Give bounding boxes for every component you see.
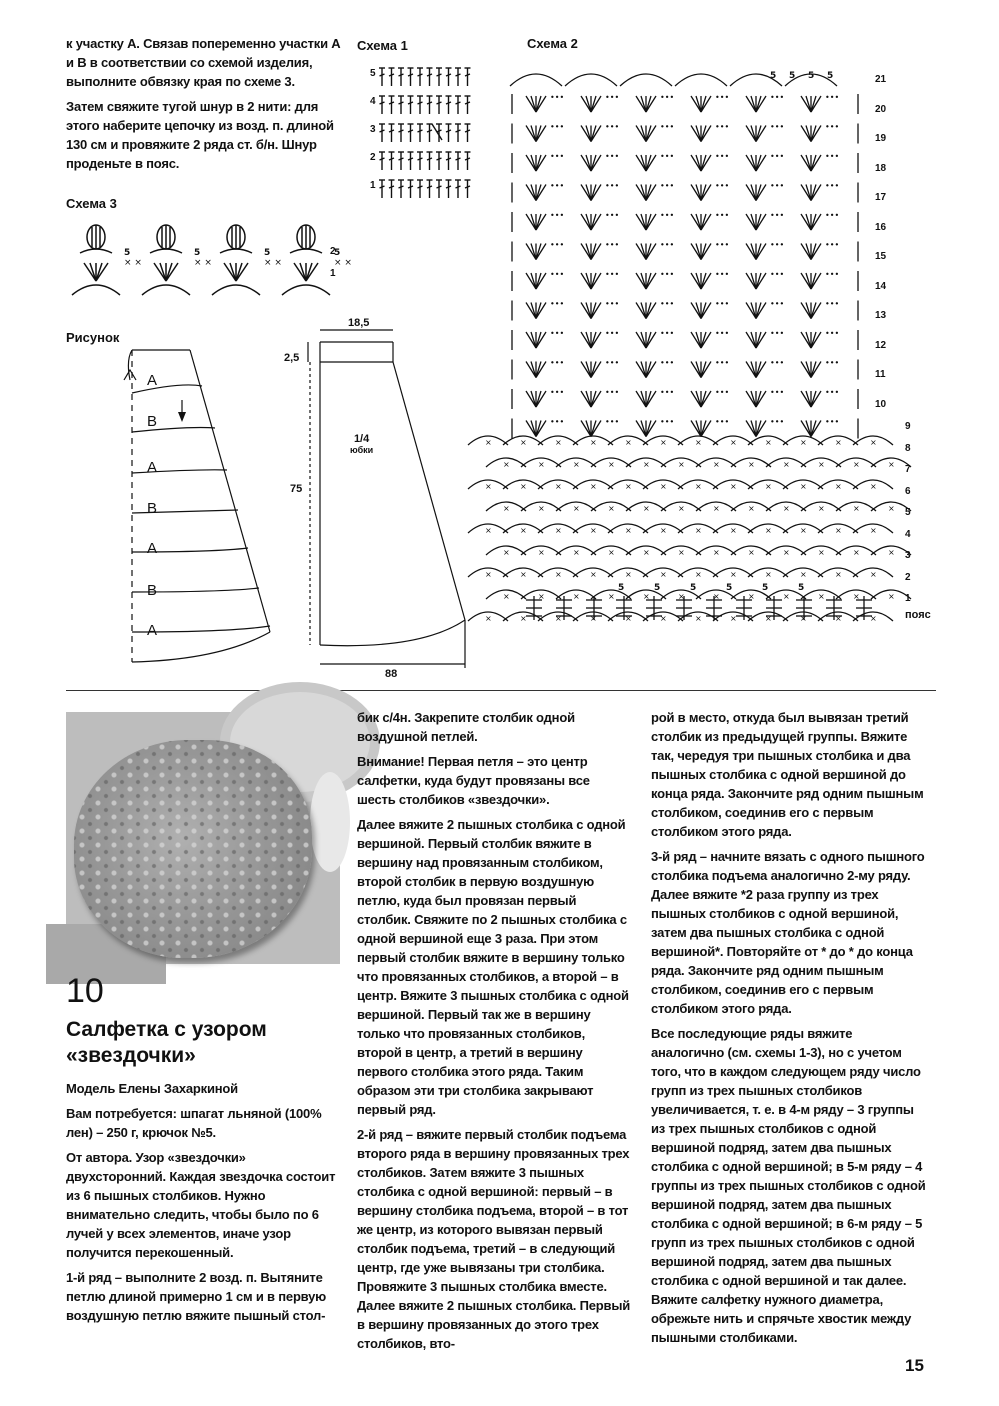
- gore-label: A: [147, 372, 158, 389]
- svg-text:×: ×: [888, 592, 895, 601]
- svg-text:×: ×: [590, 438, 597, 447]
- svg-text:•••: •••: [715, 181, 730, 191]
- svg-text:×: ×: [800, 526, 807, 535]
- svg-text:•••: •••: [715, 358, 730, 368]
- svg-text:•••: •••: [660, 122, 675, 132]
- svg-text:5: 5: [690, 583, 697, 593]
- svg-text:×: ×: [503, 460, 510, 469]
- svg-text:×: ×: [485, 482, 492, 491]
- svg-text:•••: •••: [550, 181, 565, 191]
- quarter-label: 1/4 юбки: [350, 433, 374, 455]
- svg-text:×: ×: [520, 526, 527, 535]
- svg-text:×: ×: [730, 526, 737, 535]
- svg-text:×: ×: [643, 592, 650, 601]
- svg-text:×: ×: [888, 548, 895, 557]
- dim-bottom: 88: [385, 668, 398, 680]
- svg-text:×: ×: [853, 504, 860, 513]
- svg-text:×: ×: [888, 504, 895, 513]
- svg-text:×: ×: [835, 438, 842, 447]
- doily-photo: [66, 712, 340, 964]
- svg-text:•••: •••: [715, 240, 730, 250]
- svg-text:×: ×: [590, 614, 597, 623]
- svg-text:×: ×: [590, 482, 597, 491]
- svg-text:×: ×: [555, 526, 562, 535]
- svg-text:•••: •••: [660, 211, 675, 220]
- svg-text:•••: •••: [605, 417, 620, 427]
- svg-text:×: ×: [695, 614, 702, 623]
- row-number: 1: [905, 593, 911, 604]
- svg-text:•••: •••: [715, 329, 730, 338]
- svg-text:•••: •••: [770, 240, 785, 250]
- paragraph: Далее вяжите 2 пышных столбика с одной вершиной. Первый столбик вяжите в вершину над провязанным столбиком, второй столбик в первую воздушную петлю, куда был провязан первый столбик. Свяжите по 2 пышных столбика с одной вершиной еще 3 раза. При этом первый столбик вяжите в вершину только что провязанных столбиков, а второй – в центр. Вяжите 3 пышных столбика с одной вершиной. Первый так же в вершину только что провязанных столбиков, второй в центр, а третий в вершину первого столбика этого ряда. Таким образом эти три столбика закрывают первый ряд.: [357, 817, 629, 1117]
- paragraph: к участку А. Связав попеременно участки А и В в соответствии со схемой изделия, выполните обвязку края по схеме 3.: [66, 36, 341, 89]
- svg-text:•••: •••: [550, 299, 565, 309]
- svg-text:•••: •••: [605, 93, 620, 102]
- paragraph: Внимание! Первая петля – это центр салфетки, куда будут провязаны все шесть столбиков «звездочки».: [357, 754, 590, 807]
- svg-text:×: ×: [748, 592, 755, 601]
- scheme2-title: Схема 2: [527, 36, 578, 51]
- svg-text:×: ×: [730, 570, 737, 579]
- svg-text:×: ×: [608, 548, 615, 557]
- page-number: 15: [905, 1356, 924, 1375]
- svg-text:×: ×: [573, 504, 580, 513]
- svg-text:•••: •••: [605, 122, 620, 132]
- article-col-3: [651, 708, 927, 1353]
- article-title: Салфетка с узором «звездочки»: [66, 1018, 267, 1067]
- paragraph: бик с/4н. Закрепите столбик одной воздушной петлей.: [357, 710, 575, 744]
- svg-text:5: 5: [770, 71, 777, 81]
- svg-text:×: ×: [765, 482, 772, 491]
- row-number: 9: [905, 421, 911, 432]
- svg-text:•••: •••: [770, 329, 785, 338]
- svg-text:×: ×: [520, 614, 527, 623]
- row-number: 2: [905, 571, 911, 583]
- svg-text:× ×: × ×: [124, 258, 142, 268]
- svg-text:× ×: × ×: [334, 258, 352, 268]
- section-divider: [66, 690, 936, 691]
- svg-text:×: ×: [748, 460, 755, 469]
- svg-text:×: ×: [520, 570, 527, 579]
- svg-text:•••: •••: [660, 240, 675, 250]
- svg-text:5: 5: [194, 248, 201, 258]
- svg-text:×: ×: [643, 548, 650, 557]
- svg-text:5: 5: [124, 248, 131, 258]
- svg-text:×: ×: [485, 570, 492, 579]
- svg-text:× ×: × ×: [264, 258, 282, 268]
- svg-text:•••: •••: [660, 93, 675, 102]
- svg-text:•••: •••: [770, 388, 785, 397]
- row-number: 3: [905, 550, 911, 561]
- svg-text:×: ×: [730, 614, 737, 623]
- dim-height: 75: [290, 483, 303, 495]
- svg-text:5: 5: [789, 71, 796, 81]
- svg-text:•••: •••: [715, 299, 730, 309]
- svg-text:•••: •••: [825, 299, 840, 309]
- svg-text:×: ×: [835, 614, 842, 623]
- svg-text:×: ×: [660, 482, 667, 491]
- skirt-figure: [120, 330, 480, 690]
- svg-text:•••: •••: [550, 122, 565, 132]
- paragraph: 3-й ряд – начните вязать с одного пышного столбика подъема аналогично 2-му ряду. Далее вяжите *2 раза группу из трех пышных столбиков с одной вершиной, затем два пышных столбика с одной вершиной*. Повторяйте от * до * до конца ряда. Закончите ряд одним пышным столбиком, соединив его с первым столбиком этого ряда.: [651, 849, 925, 1016]
- row-number: 20: [875, 103, 887, 115]
- svg-text:×: ×: [765, 438, 772, 447]
- svg-text:×: ×: [783, 548, 790, 557]
- row-number: 5: [370, 68, 376, 79]
- dim-band: 2,5: [284, 352, 300, 364]
- row-number: 2: [330, 246, 336, 257]
- svg-text:×: ×: [818, 504, 825, 513]
- top-left-text: [66, 34, 342, 179]
- gore-label: B: [147, 582, 158, 599]
- svg-text:×: ×: [870, 614, 877, 623]
- svg-text:×: ×: [555, 438, 562, 447]
- paragraph: рой в место, откуда был вывязан третий столбик из предыдущей группы. Вяжите так, чередуя три пышных столбика и два пышных столбика с одной вершиной до конца ряда. Закончите ряд одним пышным столбиком, соединив его с первым столбиком этого ряда.: [651, 710, 924, 839]
- svg-text:×: ×: [555, 570, 562, 579]
- svg-text:×: ×: [678, 504, 685, 513]
- svg-text:•••: •••: [825, 122, 840, 132]
- gore-label: A: [147, 540, 158, 557]
- svg-text:×: ×: [870, 526, 877, 535]
- svg-text:•••: •••: [550, 211, 565, 220]
- svg-text:•••: •••: [660, 388, 675, 397]
- svg-text:×: ×: [713, 504, 720, 513]
- svg-text:•••: •••: [825, 240, 840, 250]
- svg-text:5: 5: [618, 583, 625, 593]
- svg-text:5: 5: [808, 71, 815, 81]
- svg-text:•••: •••: [660, 329, 675, 338]
- svg-text:•••: •••: [550, 417, 565, 427]
- svg-text:•••: •••: [605, 388, 620, 397]
- svg-text:5: 5: [798, 583, 805, 593]
- svg-text:×: ×: [660, 526, 667, 535]
- svg-text:×: ×: [765, 614, 772, 623]
- gore-label: A: [147, 622, 158, 639]
- svg-text:5: 5: [264, 248, 271, 258]
- svg-text:•••: •••: [770, 299, 785, 309]
- svg-text:×: ×: [818, 548, 825, 557]
- svg-text:×: ×: [800, 482, 807, 491]
- svg-text:×: ×: [870, 570, 877, 579]
- author-line: Модель Елены Захаркиной: [66, 1081, 238, 1096]
- svg-text:•••: •••: [825, 329, 840, 338]
- svg-text:•••: •••: [550, 152, 565, 161]
- row-number: 11: [875, 369, 886, 380]
- svg-text:•••: •••: [825, 358, 840, 368]
- svg-text:•••: •••: [715, 388, 730, 397]
- row-number: 6: [905, 485, 911, 497]
- svg-text:×: ×: [485, 614, 492, 623]
- svg-text:•••: •••: [825, 181, 840, 191]
- svg-text:×: ×: [485, 438, 492, 447]
- svg-text:•••: •••: [660, 417, 675, 427]
- svg-text:×: ×: [818, 592, 825, 601]
- svg-text:•••: •••: [605, 181, 620, 191]
- svg-text:×: ×: [695, 438, 702, 447]
- svg-text:5: 5: [762, 583, 769, 593]
- svg-text:×: ×: [853, 460, 860, 469]
- svg-text:×: ×: [625, 438, 632, 447]
- svg-text:×: ×: [800, 570, 807, 579]
- svg-text:•••: •••: [660, 181, 675, 191]
- svg-text:×: ×: [888, 460, 895, 469]
- scheme3-diagram: [66, 215, 352, 305]
- svg-text:×: ×: [713, 548, 720, 557]
- svg-text:× ×: × ×: [194, 258, 212, 268]
- svg-text:5: 5: [827, 71, 834, 81]
- svg-text:×: ×: [678, 592, 685, 601]
- svg-text:×: ×: [730, 482, 737, 491]
- svg-text:×: ×: [590, 570, 597, 579]
- svg-text:×: ×: [625, 482, 632, 491]
- svg-text:×: ×: [783, 460, 790, 469]
- svg-text:•••: •••: [605, 211, 620, 220]
- svg-text:×: ×: [660, 570, 667, 579]
- row-number: 1: [370, 180, 376, 191]
- scheme3-title: Схема 3: [66, 196, 117, 211]
- paragraph: От автора. Узор «звездочки» двухсторонний. Каждая звездочка состоит из 6 пышных столбиков. Нужно внимательно следить, чтобы было по 6 лучей у всех элементов, иначе узор получится перекошенный.: [66, 1150, 336, 1260]
- row-number: 19: [875, 133, 887, 144]
- scheme1-title: Схема 1: [357, 38, 408, 53]
- svg-text:×: ×: [503, 548, 510, 557]
- svg-text:×: ×: [538, 548, 545, 557]
- row-number: 14: [875, 280, 887, 292]
- svg-text:×: ×: [573, 460, 580, 469]
- svg-text:•••: •••: [550, 270, 565, 279]
- svg-text:×: ×: [695, 570, 702, 579]
- svg-text:×: ×: [538, 460, 545, 469]
- svg-text:×: ×: [765, 526, 772, 535]
- svg-text:×: ×: [835, 482, 842, 491]
- row-number: 1: [330, 268, 336, 279]
- figure-title: Рисунок: [66, 330, 120, 345]
- svg-text:•••: •••: [550, 329, 565, 338]
- svg-text:×: ×: [573, 592, 580, 601]
- gore-label: B: [147, 413, 158, 430]
- svg-text:×: ×: [783, 592, 790, 601]
- svg-text:•••: •••: [660, 299, 675, 309]
- article-col-1: [66, 1079, 342, 1331]
- svg-text:×: ×: [538, 504, 545, 513]
- gore-label: B: [147, 500, 158, 517]
- paragraph: Все последующие ряды вяжите аналогично (см. схемы 1-3), но с учетом того, что в каждом следующем ряду число групп из трех пышных столбиков увеличивается, т. е. в 4-м ряду – 3 группы из трех пышных столбиков с одной вершиной подряд, затем два пышных столбика с одной вершиной; в 5-м ряду – 4 группы из трех пышных столбиков с одной вершиной подряд, затем два пышных столбика с одной вершиной; в 6-м ряду – 5 групп из трех пышных столбиков с одной вершиной подряд, затем два пышных столбика с одной вершиной и так далее. Вяжите салфетку нужного диаметра, обрежьте нить и спрячьте хвостик между пышными столбиками.: [651, 1026, 926, 1345]
- svg-text:•••: •••: [715, 152, 730, 161]
- svg-text:×: ×: [678, 548, 685, 557]
- svg-text:×: ×: [835, 570, 842, 579]
- row-number: 4: [905, 528, 911, 540]
- svg-text:•••: •••: [715, 93, 730, 102]
- svg-text:•••: •••: [660, 358, 675, 368]
- svg-text:•••: •••: [770, 122, 785, 132]
- svg-text:•••: •••: [825, 388, 840, 397]
- article-number: 10: [66, 972, 104, 1010]
- svg-text:•••: •••: [770, 358, 785, 368]
- svg-text:×: ×: [765, 570, 772, 579]
- row-number: 18: [875, 162, 887, 174]
- svg-text:×: ×: [713, 460, 720, 469]
- svg-text:•••: •••: [770, 211, 785, 220]
- row-number: 4: [370, 96, 376, 107]
- svg-text:×: ×: [625, 526, 632, 535]
- scheme1-diagram: [370, 62, 480, 212]
- row-number: 17: [875, 192, 887, 203]
- svg-text:×: ×: [555, 614, 562, 623]
- svg-text:×: ×: [783, 504, 790, 513]
- row-number: 3: [370, 124, 376, 135]
- svg-text:•••: •••: [715, 211, 730, 220]
- svg-text:×: ×: [748, 548, 755, 557]
- svg-text:•••: •••: [770, 93, 785, 102]
- paragraph: Вам потребуется: шпагат льняной (100% лен) – 250 г, крючок №5.: [66, 1106, 322, 1140]
- svg-text:•••: •••: [825, 270, 840, 279]
- svg-text:•••: •••: [605, 270, 620, 279]
- svg-text:×: ×: [730, 438, 737, 447]
- svg-text:•••: •••: [605, 358, 620, 368]
- svg-text:×: ×: [853, 548, 860, 557]
- svg-text:×: ×: [503, 592, 510, 601]
- svg-text:•••: •••: [660, 152, 675, 161]
- svg-text:•••: •••: [825, 211, 840, 220]
- row-number: 16: [875, 221, 887, 233]
- gore-label: A: [147, 459, 158, 476]
- svg-text:•••: •••: [550, 240, 565, 250]
- row-number: 7: [905, 464, 911, 475]
- svg-text:×: ×: [870, 438, 877, 447]
- svg-text:×: ×: [748, 504, 755, 513]
- svg-text:•••: •••: [605, 152, 620, 161]
- row-number: 12: [875, 339, 887, 351]
- article-col-2: [357, 708, 630, 1359]
- svg-text:•••: •••: [825, 93, 840, 102]
- svg-text:•••: •••: [605, 329, 620, 338]
- svg-text:×: ×: [818, 460, 825, 469]
- svg-text:×: ×: [538, 592, 545, 601]
- dim-top: 18,5: [348, 317, 370, 329]
- svg-text:×: ×: [485, 526, 492, 535]
- svg-text:×: ×: [800, 614, 807, 623]
- svg-text:•••: •••: [715, 122, 730, 132]
- svg-text:•••: •••: [550, 93, 565, 102]
- svg-text:•••: •••: [715, 270, 730, 279]
- svg-text:×: ×: [625, 614, 632, 623]
- svg-text:×: ×: [555, 482, 562, 491]
- svg-text:×: ×: [695, 482, 702, 491]
- svg-text:×: ×: [520, 438, 527, 447]
- svg-text:×: ×: [520, 482, 527, 491]
- svg-text:×: ×: [678, 460, 685, 469]
- svg-text:×: ×: [800, 438, 807, 447]
- svg-text:•••: •••: [770, 152, 785, 161]
- svg-text:•••: •••: [770, 417, 785, 427]
- svg-text:•••: •••: [770, 270, 785, 279]
- paragraph: 2-й ряд – вяжите первый столбик подъема второго ряда в вершину провязанных трех столбиков. Затем вяжите 3 пышных столбика с одной вершиной: первый – в вершину столбика подъема, второй – в тот же центр, из которого вывязан первый столбик подъема, третий – в следующий центр, где уже вывязаны три столбика. Провяжите 3 пышных столбика вместе. Далее вяжите 2 пышных столбика. Первый в вершину провязанных до этого трех столбиков, вто-: [357, 1127, 631, 1351]
- svg-text:×: ×: [590, 526, 597, 535]
- belt-label: пояс: [905, 609, 931, 621]
- svg-text:•••: •••: [660, 270, 675, 279]
- scheme2-diagram: [478, 56, 898, 626]
- svg-text:×: ×: [573, 548, 580, 557]
- row-number: 5: [905, 507, 911, 518]
- svg-text:×: ×: [625, 570, 632, 579]
- svg-text:×: ×: [643, 460, 650, 469]
- svg-text:×: ×: [608, 460, 615, 469]
- row-number: 13: [875, 310, 887, 321]
- paragraph: Затем свяжите тугой шнур в 2 нити: для этого наберите цепочку из возд. п. длиной 130 см и провяжите 2 ряда ст. б/н. Шнур проденьте в пояс.: [66, 99, 334, 171]
- svg-text:×: ×: [608, 592, 615, 601]
- svg-text:•••: •••: [715, 417, 730, 427]
- svg-text:×: ×: [503, 504, 510, 513]
- svg-text:×: ×: [835, 526, 842, 535]
- svg-text:×: ×: [608, 504, 615, 513]
- svg-text:•••: •••: [605, 299, 620, 309]
- svg-text:×: ×: [660, 614, 667, 623]
- svg-text:•••: •••: [605, 240, 620, 250]
- svg-text:×: ×: [713, 592, 720, 601]
- svg-text:5: 5: [726, 583, 733, 593]
- svg-text:×: ×: [695, 526, 702, 535]
- svg-text:×: ×: [660, 438, 667, 447]
- svg-text:×: ×: [643, 504, 650, 513]
- svg-text:•••: •••: [550, 358, 565, 368]
- svg-text:•••: •••: [550, 388, 565, 397]
- row-number: 21: [875, 74, 887, 85]
- svg-text:•••: •••: [825, 152, 840, 161]
- svg-text:5: 5: [334, 248, 341, 258]
- paragraph: 1-й ряд – выполните 2 возд. п. Вытяните петлю длиной примерно 1 см и в первую воздушную петлю вяжите пышный стол-: [66, 1270, 327, 1323]
- svg-text:5: 5: [654, 583, 661, 593]
- row-number: 2: [370, 152, 376, 163]
- row-number: 15: [875, 251, 887, 262]
- row-number: 10: [875, 398, 887, 410]
- svg-text:×: ×: [870, 482, 877, 491]
- svg-text:•••: •••: [825, 417, 840, 427]
- svg-text:•••: •••: [770, 181, 785, 191]
- row-number: 8: [905, 442, 911, 454]
- svg-text:×: ×: [853, 592, 860, 601]
